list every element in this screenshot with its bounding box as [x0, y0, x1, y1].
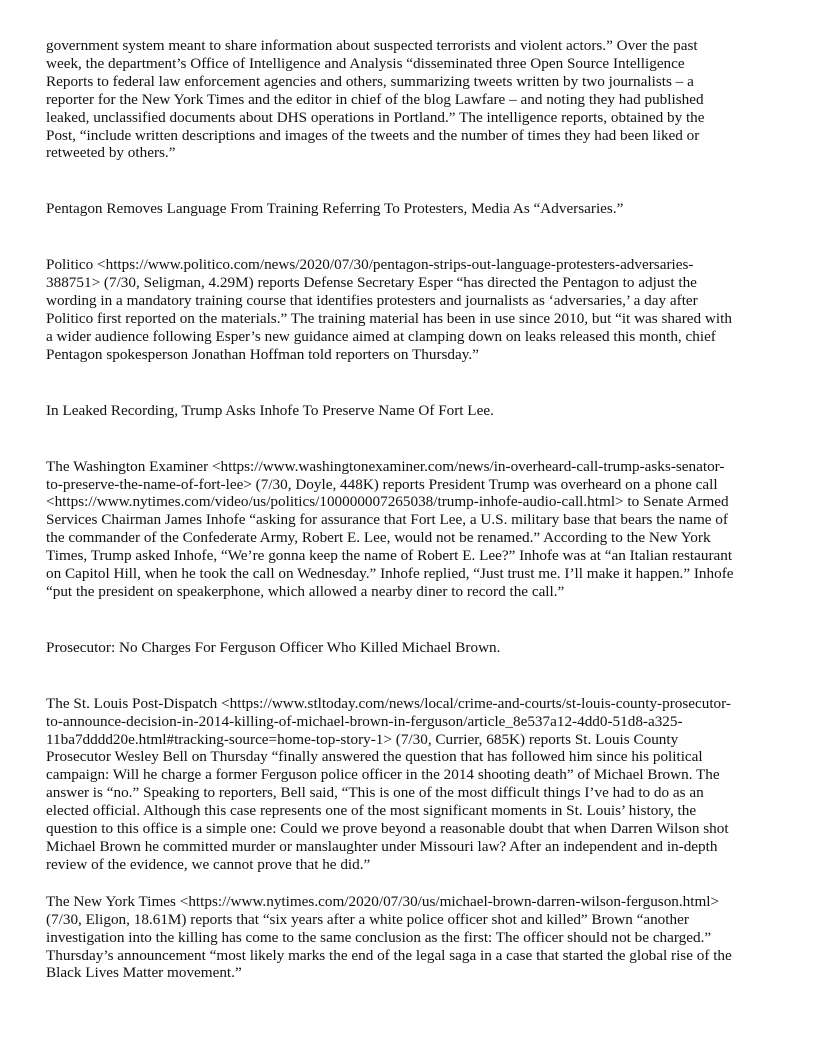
spacer	[46, 218, 774, 256]
spacer	[46, 364, 774, 402]
headline-ferguson: Prosecutor: No Charges For Ferguson Officer Who Killed Michael Brown.	[46, 638, 501, 656]
spacer	[46, 601, 774, 639]
document-page	[46, 37, 774, 982]
spacer	[46, 162, 774, 200]
post-dispatch-paragraph: The St. Louis Post-Dispatch <https://www.stltoday.com/news/local/crime-and-courts/st-louis-county-prosecutor- to-announce-decision-in-2014-killing-of-michael-brown-in-ferguson/article_8e537a12-4dd0-51d8-a325- 11ba7dddd20e.html#tracking-source=home-top-story-1> (7/30, Currier, 685K) reports St. Louis County Prosecutor Wesley Bell on Thursday “finally answered the question that has followed him since his political campaign: Will he charge a former Ferguson police officer in the 2014 shooting death” of Michael Brown. The answer is “no.” Speaking to reporters, Bell said, “This is one of the most difficult things I’ve had to do as an elected official. Although this case represents one of the most significant moments in St. Louis’ history, the question to this office is a simple one: Could we prove beyond a reasonable doubt that when Darren Wilson shot Michael Brown he committed murder or manslaughter under Missouri law? After an independent and in-depth review of the evidence, we cannot prove that he did.”	[46, 694, 731, 873]
examiner-paragraph: The Washington Examiner <https://www.washingtonexaminer.com/news/in-overheard-call-trump-asks-senator- to-preserve-the-name-of-fort-lee> (7/30, Doyle, 448K) reports President Trump was overheard on a phone call <https://www.nytimes.com/video/us/politics/100000007265038/trump-inhofe-audio-call.html> to Senate Armed Services Chairman James Inhofe “asking for assurance that Fort Lee, a U.S. military base that bears the name of the commander of the Confederate Army, Robert E. Lee, would not be renamed.” According to the New York Times, Trump asked Inhofe, “We’re gonna keep the name of Robert E. Lee?” Inhofe was at “an Italian restaurant on Capitol Hill, when he took the call on Wednesday.” Inhofe replied, “Just trust me. I’ll make it happen.” Inhofe “put the president on speakerphone, which allowed a nearby diner to record the call.”	[46, 457, 734, 600]
politico-paragraph: Politico <https://www.politico.com/news/2020/07/30/pentagon-strips-out-language-protesters-adversaries- 388751> (7/30, Seligman, 4.29M) reports Defense Secretary Esper “has directed the Pentagon to adjust the wording in a mandatory training course that identifies protesters and journalists as ‘adversaries,’ a day after Politico first reported on the materials.” The training material has been in use since 2010, but “it was shared with a wider audience following Esper’s new guidance aimed at clamping down on leaks released this month, chief Pentagon spokesperson Jonathan Hoffman told reporters on Thursday.”	[46, 256, 732, 363]
spacer	[46, 657, 774, 695]
headline-fort-lee: In Leaked Recording, Trump Asks Inhofe To Preserve Name Of Fort Lee.	[46, 401, 494, 419]
spacer	[46, 420, 774, 458]
headline-pentagon: Pentagon Removes Language From Training Referring To Protesters, Media As “Adversaries.”	[46, 200, 624, 218]
dhs-paragraph: government system meant to share information about suspected terrorists and violent actors.” Over the past week, the department’s Office of Intelligence and Analysis “disseminated three Open Source Intelligence Reports to federal law enforcement agencies and others, summarizing tweets written by two journalists – a reporter for the New York Times and the editor in chief of the blog Lawfare – and noting they had published leaked, unclassified documents about DHS operations in Portland.” The intelligence reports, obtained by the Post, “include written descriptions and images of the tweets and the number of times they had been liked or retweeted by others.”	[46, 37, 705, 162]
nyt-paragraph: The New York Times <https://www.nytimes.com/2020/07/30/us/michael-brown-darren-wilson-ferguson.html> (7/30, Eligon, 18.61M) reports that “six years after a white police officer shot and killed” Brown “another investigation into the killing has come to the same conclusion as the first: The officer should not be charged.” Thursday’s announcement “most likely marks the end of the legal saga in a case that started the global rise of the Black Lives Matter movement.”	[46, 892, 732, 982]
spacer	[46, 874, 774, 893]
